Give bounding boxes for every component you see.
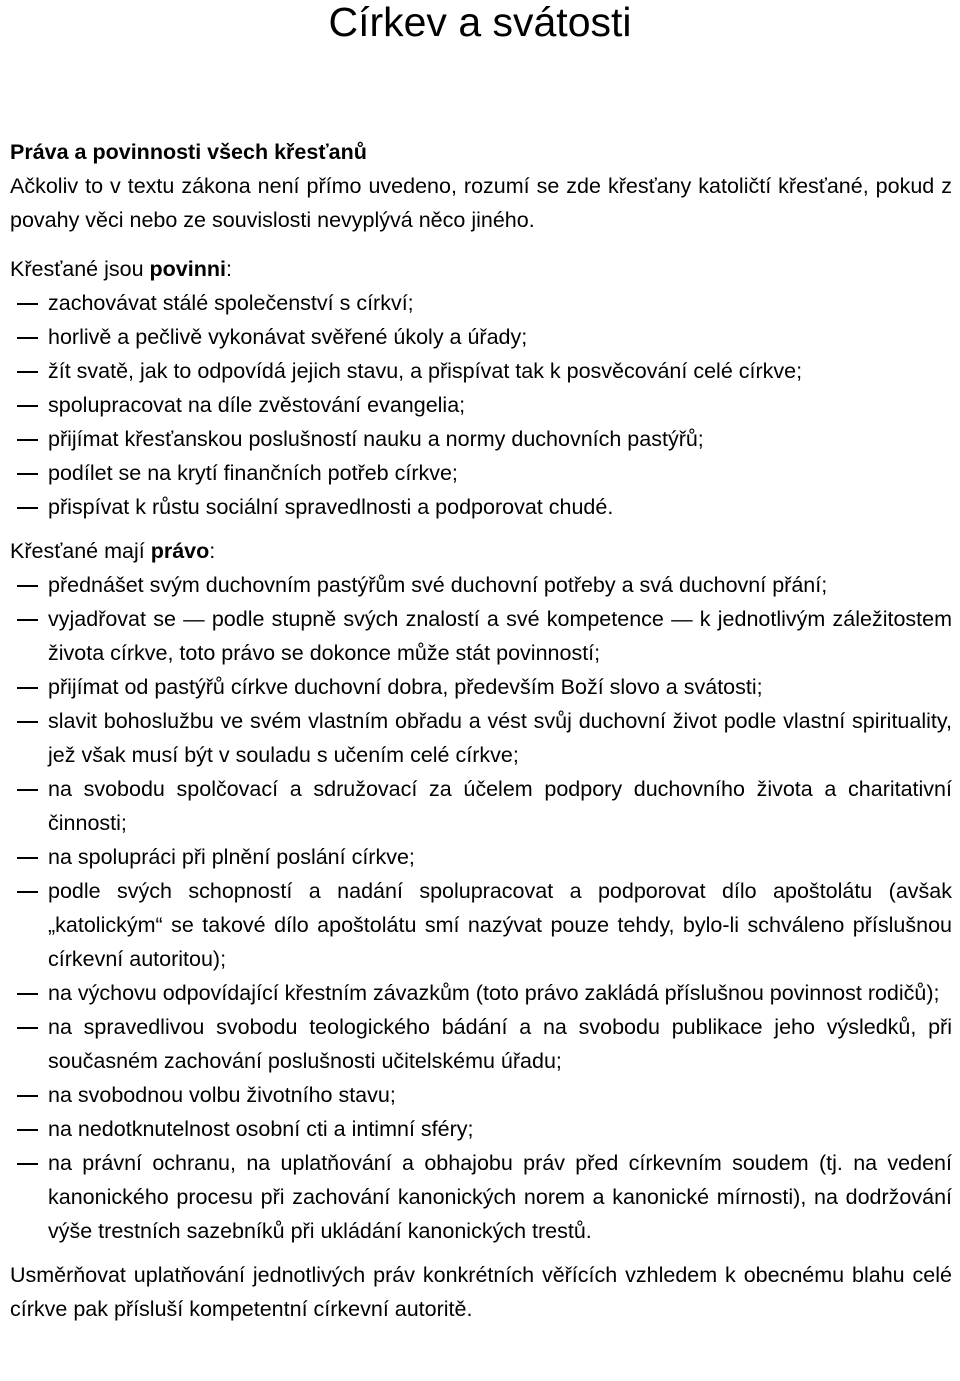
list-item [10,840,952,874]
list-item [10,602,952,670]
rights-lead-prefix: Křesťané mají [10,539,151,563]
list-item-text: na svobodu spolčovací a sdružovací za účelem podpory duchovního života a charitativní činnosti; [48,777,952,835]
list-item-text: na právní ochranu, na uplatňování a obhajobu práv před církevním soudem (tj. na vedení kanonického procesu při zachování kanonických norem a kanonické mírnosti), na dodržování výše trestních sazebníků při ukládání kanonických trestů. [48,1151,952,1243]
rights-lead [10,534,952,568]
list-item [10,1112,952,1146]
list-item-text: přijímat křesťanskou poslušností nauku a normy duchovních pastýřů; [48,427,704,451]
list-item [10,320,952,354]
list-item-text: horlivě a pečlivě vykonávat svěřené úkoly a úřady; [48,325,528,349]
duties-lead-suffix: : [225,257,232,281]
list-item-text: na spravedlivou svobodu teologického bádání a na svobodu publikace jeho výsledků, při současném zachování poslušnosti učitelskému úřadu; [48,1015,952,1073]
duties-lead [10,252,952,286]
list-item [10,772,952,840]
list-item-text: přednášet svým duchovním pastýřům své duchovní potřeby a svá duchovní přání; [48,573,828,597]
list-item [10,670,952,704]
list-item [10,568,952,602]
list-item-text: slavit bohoslužbu ve svém vlastním obřadu a vést svůj duchovní život podle vlastní spirituality, jež však musí být v souladu s učením celé církve; [48,709,952,767]
duties-lead-prefix: Křesťané jsou [10,257,150,281]
list-item-text: na nedotknutelnost osobní cti a intimní sféry; [48,1117,474,1141]
list-item [10,490,952,524]
rights-keyword: právo [150,539,210,563]
list-item-text: podle svých schopností a nadání spolupracovat a podporovat dílo apoštolátu (avšak „katolickým“ se takové dílo apoštolátu smí nazývat pouze tehdy, bylo-li schváleno příslušnou církevní autoritou); [48,879,952,971]
list-item-text: přispívat k růstu sociální spravedlnosti a podporovat chudé. [48,495,614,519]
section-heading: Práva a povinnosti všech křesťanů [10,140,367,164]
list-item-text: spolupracovat na díle zvěstování evangelia; [48,393,466,417]
list-item-text: žít svatě, jak to odpovídá jejich stavu, a přispívat tak k posvěcování celé církve; [48,359,803,383]
list-item [10,456,952,490]
duties-list [10,286,952,524]
list-item-text: podílet se na krytí finančních potřeb církve; [48,461,458,485]
list-item [10,1010,952,1078]
list-item [10,1078,952,1112]
list-item [10,874,952,976]
list-item-text: zachovávat stálé společenství s církví; [48,291,414,315]
list-item [10,388,952,422]
rights-list [10,568,952,1248]
list-item-text: na spolupráci při plnění poslání církve; [48,845,415,869]
list-item-text: vyjadřovat se — podle stupně svých znalostí a své kompetence — k jednotlivým záležitostem života církve, toto právo se dokonce může stát povinností; [48,607,952,665]
duties-keyword: povinni [149,257,226,281]
list-item [10,704,952,772]
list-item [10,286,952,320]
list-item [10,354,952,388]
closing-paragraph: Usměrňovat uplatňování jednotlivých práv konkrétních věřících vzhledem k obecnému blahu celé církve pak přísluší kompetentní církevní autoritě. [10,1263,952,1321]
rights-lead-suffix: : [209,539,216,563]
list-item-text: na výchovu odpovídající křestním závazkům (toto právo zakládá příslušnou povinnost rodičů); [48,981,940,1005]
document-body [10,135,952,1326]
list-item [10,976,952,1010]
intro-paragraph: Ačkoliv to v textu zákona není přímo uvedeno, rozumí se zde křesťany katoličtí křesťané, pokud z povahy věci nebo ze souvislosti nevyplývá něco jiného. [10,174,952,232]
list-item-text: na svobodnou volbu životního stavu; [48,1083,396,1107]
page-title: Církev a svátosti [328,0,632,45]
list-item [10,422,952,456]
list-item [10,1146,952,1248]
list-item-text: přijímat od pastýřů církve duchovní dobra, především Boží slovo a svátosti; [48,675,763,699]
